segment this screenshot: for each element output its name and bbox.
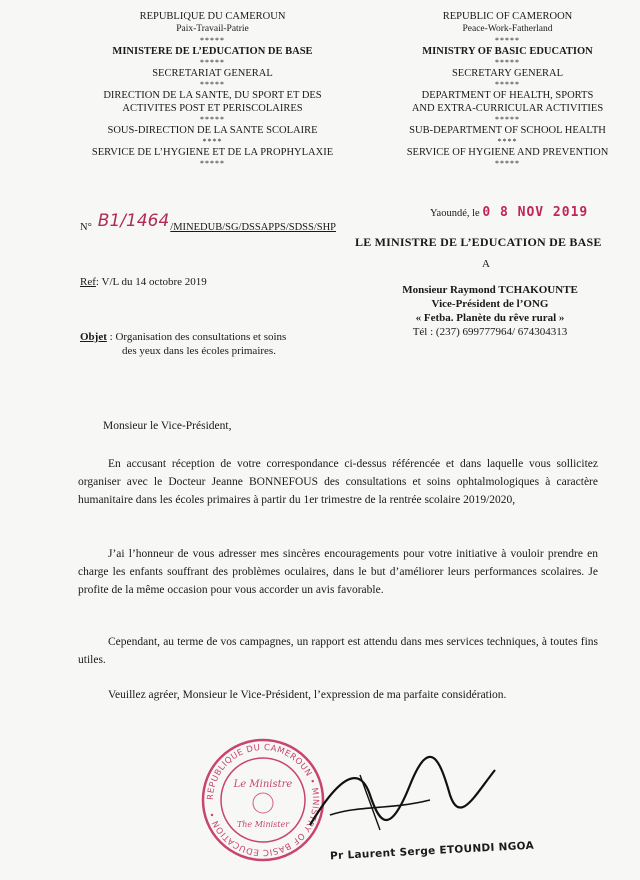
stars-divider: ***** <box>495 36 520 45</box>
paragraph-text: Cependant, au terme de vos campagnes, un rapport est attendu dans mes services techniques, à toutes fins utiles. <box>78 636 598 666</box>
addressee-org: « Fetba. Planète du rêve rural » <box>415 312 565 324</box>
stars-divider: ***** <box>495 58 520 67</box>
paragraph-text: J’ai l’honneur de vous adresser mes sincères encouragements pour votre initiative à vouloir prendre en charge les enfants souffrant des problèmes oculaires, dans le but d’améliorer leurs performances scolaires. Je profite de la même occasion pour vous accorder un avis favorable. <box>78 548 598 596</box>
sender-title: LE MINISTRE DE L’EDUCATION DE BASE <box>355 235 602 249</box>
service-en: SERVICE OF HYGIENE AND PREVENTION <box>406 147 609 158</box>
stars-divider: **** <box>497 137 518 146</box>
subject-block <box>80 330 330 358</box>
department-en-1: DEPARTMENT OF HEALTH, SPORTS <box>421 90 594 101</box>
to-label: A <box>482 258 490 270</box>
handwritten-signature <box>300 755 500 845</box>
paragraph-text: Veuillez agréer, Monsieur le Vice-Président, l’expression de ma parfaite considération. <box>108 689 507 701</box>
stars-divider: **** <box>202 137 223 146</box>
stars-divider: ***** <box>495 159 520 168</box>
reference-code: /MINEDUB/SG/DSSAPPS/SDSS/SHP <box>170 222 337 233</box>
direction-fr-1: DIRECTION DE LA SANTE, DU SPORT ET DES <box>103 90 322 101</box>
department-en-2: AND EXTRA-CURRICULAR ACTIVITIES <box>411 103 604 114</box>
motto-en: Peace-Work-Fatherland <box>462 24 553 34</box>
stars-divider: ***** <box>200 58 225 67</box>
body-paragraph <box>78 633 598 669</box>
subdirection-fr: SOUS-DIRECTION DE LA SANTE SCOLAIRE <box>107 125 318 136</box>
stars-divider: ***** <box>200 115 225 124</box>
handwritten-number: B1/1464 <box>97 211 170 231</box>
stars-divider: ***** <box>200 80 225 89</box>
addressee-title: Vice-Président de l’ONG <box>431 298 549 310</box>
addressee-block <box>370 283 610 339</box>
country-fr: REPUBLIQUE DU CAMEROUN <box>139 11 286 22</box>
stars-divider: ***** <box>200 159 225 168</box>
ref-line <box>80 276 207 288</box>
subject-line-2: des yeux dans les écoles primaires. <box>122 345 276 357</box>
addressee-tel: Tél : (237) 699777964/ 674304313 <box>412 326 568 338</box>
ref-label: Ref <box>80 276 96 288</box>
ref-value: : V/L du 14 octobre 2019 <box>95 276 207 288</box>
svg-text:Le Ministre: Le Ministre <box>233 779 293 790</box>
body-paragraph <box>78 545 598 599</box>
body-paragraph <box>78 686 598 704</box>
subject-line-1: : Organisation des consultations et soins <box>109 331 287 343</box>
subdepartment-en: SUB-DEPARTMENT OF SCHOOL HEALTH <box>409 125 606 136</box>
ministry-fr: MINISTERE DE L’EDUCATION DE BASE <box>112 46 313 57</box>
svg-text:The Minister: The Minister <box>236 820 290 829</box>
svg-text:REPUBLIQUE DU CAMEROUN • MINIS: REPUBLIQUE DU CAMEROUN • MINISTRY OF BASIC EDUCATION • <box>205 742 321 858</box>
stars-divider: ***** <box>200 36 225 45</box>
secretariat-en: SECRETARY GENERAL <box>451 68 564 79</box>
date-line <box>430 205 588 220</box>
country-en: REPUBLIC OF CAMEROON <box>442 11 573 22</box>
signatory-name: Pr Laurent Serge ETOUNDI NGOA <box>329 839 535 863</box>
subject-label: Objet <box>80 331 107 343</box>
salutation: Monsieur le Vice-Président, <box>103 420 232 432</box>
direction-fr-2: ACTIVITES POST ET PERISCOLAIRES <box>122 103 303 114</box>
motto-fr: Paix-Travail-Patrie <box>176 24 249 34</box>
ministry-en: MINISTRY OF BASIC EDUCATION <box>422 46 593 57</box>
body-paragraph <box>78 455 598 509</box>
addressee-name: Monsieur Raymond TCHAKOUNTE <box>402 284 578 296</box>
date-stamp: 0 8 NOV 2019 <box>482 205 589 220</box>
reference-number <box>80 211 337 235</box>
stars-divider: ***** <box>495 80 520 89</box>
header-right <box>370 10 640 168</box>
secretariat-fr: SECRETARIAT GENERAL <box>152 68 273 79</box>
date-place: Yaoundé, le <box>430 208 480 219</box>
stars-divider: ***** <box>495 115 520 124</box>
header-left <box>75 10 350 168</box>
reference-prefix: N° <box>80 222 92 233</box>
service-fr: SERVICE DE L’HYGIENE ET DE LA PROPHYLAXIE <box>91 147 334 158</box>
paragraph-text: En accusant réception de votre correspondance ci-dessus référencée et dans laquelle vous sollicitez organiser avec le Docteur Jeanne BONNEFOUS des consultations et soins ophtalmologiques à caractère humanitaire dans les écoles primaires à partir du 1er trimestre de la rentrée scolaire 2019/2020, <box>78 458 598 506</box>
